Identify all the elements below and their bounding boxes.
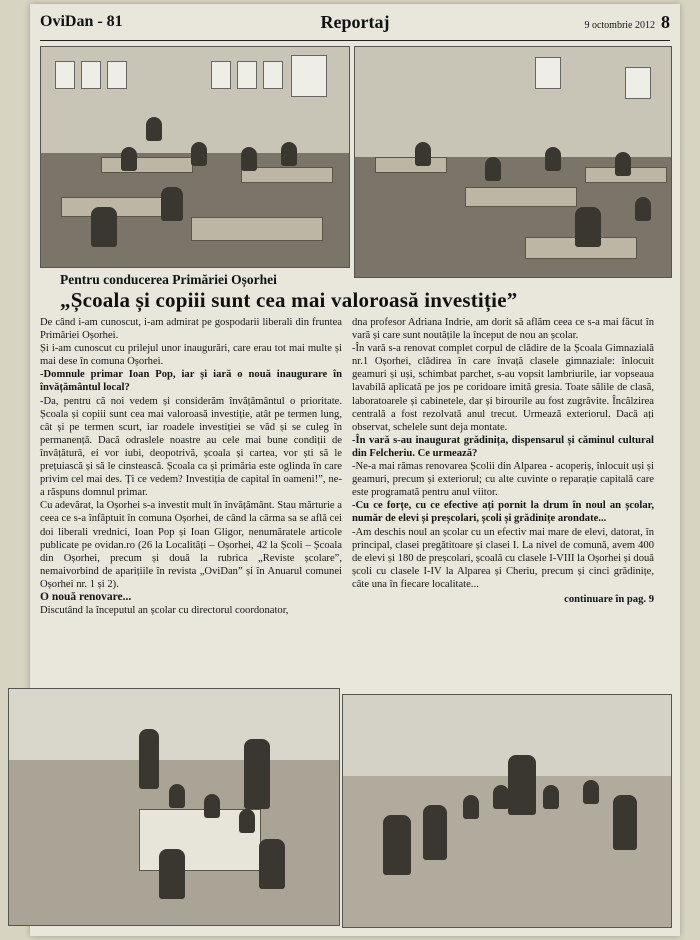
paragraph: dna profesor Adriana Indrie, am dorit să aflăm ceea ce s-a mai făcut în vară și care sunt noutățile la început de nou an școlar. <box>352 317 654 342</box>
paragraph: Cu adevărat, la Oșorhei s-a investit mult în învățământ. Stau mărturie a ceea ce s-a înfăptuit în comuna Oșorhei, de când la cârma sa se află cei doi liberali vrednici, Ioan Pop și Ioan Gligor, nenumăratele articole publicate pe ovidan.ro (26 la Localități – Oșorhei, 42 la Școli – Școala din Oșorhei, precum și două la rubrica „Reviste școlare”, nemaivorbind de aparițiile în revista „OviDan” și în Anuarul comunei Oșorhei nr. 1 și 2). <box>40 500 342 590</box>
issue-date: 9 octombrie 2012 <box>584 19 655 31</box>
article-column-right <box>352 316 654 606</box>
kindergarten-photo-bottom-left <box>8 688 340 926</box>
continuation-note: continuare în pag. 9 <box>564 593 654 605</box>
paragraph: De când i-am cunoscut, i-am admirat pe gospodarii liberali din fruntea Primăriei Oșorhei. <box>40 317 342 342</box>
classroom-photo-top-right <box>354 46 672 278</box>
paragraph: Și i-am cunoscut cu prilejul unor inaugurări, care erau tot mai multe și mai dese în comuna Oșorhei. <box>40 343 342 368</box>
paragraph: -Am deschis noul an școlar cu un efectiv mai mare de elevi, datorat, în principal, clasei pregătitoare și clasei I. La nivel de comună, avem 400 de elevi și 180 de preșcolari, școală cu clasele I-VIII la Oșorhei și două școli cu clasele I-IV la Alparea și Cheriu, precum și cinci grădinițe, câte una în fiecare localitate... <box>352 526 654 590</box>
article-kicker: Pentru conducerea Primăriei Oșorhei <box>60 272 277 287</box>
header-right <box>584 12 670 33</box>
page-header <box>40 4 670 41</box>
newspaper-page <box>30 4 680 936</box>
paragraph: Discutând la începutul an școlar cu directorul coordonator, <box>40 605 289 617</box>
page-number: 8 <box>661 11 670 32</box>
paragraph: -Da, pentru că noi vedem și considerăm învățământul o prioritate. Școala și copiii sunt cea mai valoroasă investiție, atât pe termen lung, cât și pe termen scurt, iar roadele investiției se văd și se culeg în permanență. Dacă odraslele noastre au cele mai bune condiții de învățătură, ei vor iubi, deopotrivă, școala și cartea, vor ști să le prețuiască și să le cinstească. Școala ca și primăria este oglinda în care privim cel mai des. Ți ce vedem? Investiția de capital în oameni!”, ne-a răspuns domnul primar. <box>40 395 342 499</box>
article-headline: „Școala și copiii sunt cea mai valoroasă investiție” <box>60 288 518 312</box>
subheading: O nouă renovare... <box>40 590 132 603</box>
kindergarten-photo-bottom-right <box>342 694 672 928</box>
interview-question: -Domnule primar Ioan Pop, iar și iară o nouă inaugurare în învățământul local? <box>40 369 342 394</box>
paragraph: -Ne-a mai rămas renovarea Școlii din Alparea - acoperiș, înlocuit uși și geamuri, precum și exteriorul; cu alte cuvinte o reparație capitală care este programată pentru anul viitor. <box>352 461 654 499</box>
interview-question: -Cu ce forțe, cu ce efective ați pornit la drum în noul an școlar, număr de elevi și preșcolari, școli și grădinițe arondate... <box>352 500 654 525</box>
paragraph: -În vară s-a renovat complet corpul de clădire de la Școala Gimnazială nr.1 Oșorhei, clădirea în care învață clasele gimnaziale: înlocuit geamuri și uși, schimbat parchet, s-au vopsit lambriurile, iar vopseaua lavabilă aplicată pe jos pe coridoare imită gresia. Toate sălile de clasă, laboratoarele și cabinetele, dar și birourile au fost zugrăvite. Încălzirea centrală a fost rezolvată anul trecut. Urmează exteriorul. Dacă ați observat, schelele sunt deja montate. <box>352 343 654 433</box>
magazine-issue: OviDan - 81 <box>40 13 123 30</box>
section-title: Reportaj <box>320 11 390 32</box>
classroom-photo-top-left <box>40 46 350 268</box>
article-column-left <box>40 316 342 617</box>
interview-question: -În vară s-au inaugurat grădinița, dispensarul și căminul cultural din Felcheriu. Ce urmează? <box>352 434 654 459</box>
